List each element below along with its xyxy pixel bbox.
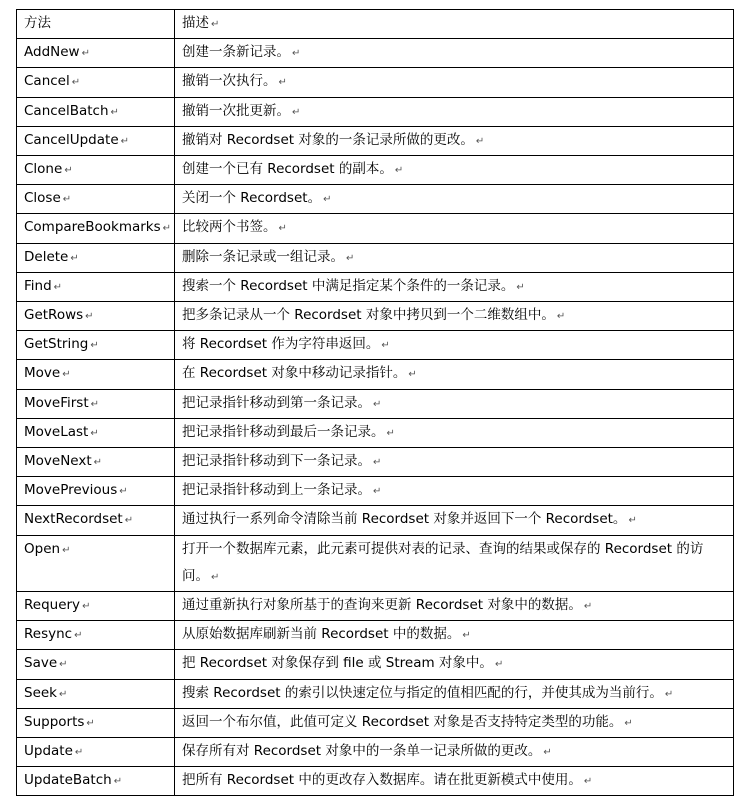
description-cell bbox=[175, 650, 734, 679]
recordset-methods-table bbox=[16, 9, 734, 796]
method-description: 撤销一次批更新。 bbox=[182, 102, 290, 119]
paragraph-mark-icon: ↵ bbox=[628, 515, 637, 527]
description-cell bbox=[175, 243, 734, 272]
method-description: 从原始数据库刷新当前 Recordset 中的数据。 bbox=[182, 626, 461, 643]
description-cell bbox=[175, 418, 734, 447]
method-name: Update bbox=[24, 743, 73, 760]
description-cell bbox=[175, 331, 734, 360]
paragraph-mark-icon: ↵ bbox=[120, 135, 130, 147]
description-cell bbox=[175, 97, 734, 126]
method-cell bbox=[17, 418, 175, 447]
table-row bbox=[17, 302, 734, 331]
method-cell bbox=[17, 302, 175, 331]
method-name: MoveFirst bbox=[24, 394, 89, 411]
paragraph-mark-icon: ↵ bbox=[292, 48, 301, 60]
paragraph-mark-icon: ↵ bbox=[53, 281, 63, 293]
table-row bbox=[17, 331, 734, 360]
description-cell bbox=[175, 360, 734, 389]
paragraph-mark-icon: ↵ bbox=[494, 659, 504, 671]
paragraph-mark-icon: ↵ bbox=[583, 776, 593, 788]
paragraph-mark-icon: ↵ bbox=[74, 747, 84, 759]
method-description: 撤销一次执行。 bbox=[182, 73, 277, 90]
description-cell bbox=[175, 302, 734, 331]
table-row bbox=[17, 272, 734, 301]
description-cell bbox=[175, 185, 734, 214]
method-cell bbox=[17, 389, 175, 418]
table-row bbox=[17, 679, 734, 708]
paragraph-mark-icon: ↵ bbox=[292, 106, 301, 118]
method-cell bbox=[17, 360, 175, 389]
paragraph-mark-icon: ↵ bbox=[59, 688, 68, 700]
method-cell bbox=[17, 506, 175, 535]
paragraph-mark-icon: ↵ bbox=[516, 281, 525, 293]
method-name: NextRecordset bbox=[24, 511, 123, 528]
method-name: Find bbox=[24, 277, 52, 294]
header-description: 描述 bbox=[182, 15, 209, 31]
description-cell bbox=[175, 679, 734, 708]
method-description: 通过重新执行对象所基于的查询来更新 Recordset 对象中的数据。 bbox=[182, 597, 582, 614]
description-cell bbox=[175, 477, 734, 506]
description-cell bbox=[175, 214, 734, 243]
method-name: CancelBatch bbox=[24, 102, 109, 119]
paragraph-mark-icon: ↵ bbox=[386, 427, 395, 439]
method-description: 在 Recordset 对象中移动记录指针。 bbox=[182, 365, 407, 382]
method-description: 返回一个布尔值，此值可定义 Recordset 对象是否支持特定类型的功能。 bbox=[182, 713, 623, 730]
table-header-row bbox=[17, 10, 734, 39]
description-cell bbox=[175, 126, 734, 155]
method-description: 打开一个数据库元素，此元素可提供对表的记录、查询的结果或保存的 Recordset 的访问。 bbox=[182, 540, 704, 584]
method-cell bbox=[17, 97, 175, 126]
method-cell bbox=[17, 767, 175, 796]
table-row bbox=[17, 767, 734, 796]
paragraph-mark-icon: ↵ bbox=[373, 457, 382, 469]
method-cell bbox=[17, 214, 175, 243]
table-row bbox=[17, 389, 734, 418]
paragraph-mark-icon: ↵ bbox=[278, 223, 287, 235]
method-cell bbox=[17, 185, 175, 214]
paragraph-mark-icon: ↵ bbox=[59, 659, 68, 671]
method-name: GetString bbox=[24, 336, 89, 353]
paragraph-mark-icon: ↵ bbox=[475, 135, 485, 147]
method-cell bbox=[17, 477, 175, 506]
method-name: Requery bbox=[24, 597, 81, 614]
table-row bbox=[17, 97, 734, 126]
method-name: Close bbox=[24, 190, 61, 207]
method-cell bbox=[17, 156, 175, 185]
paragraph-mark-icon: ↵ bbox=[124, 515, 134, 527]
method-cell bbox=[17, 331, 175, 360]
method-cell bbox=[17, 448, 175, 477]
paragraph-mark-icon: ↵ bbox=[62, 369, 71, 381]
paragraph-mark-icon: ↵ bbox=[85, 311, 94, 323]
table-row bbox=[17, 650, 734, 679]
method-cell bbox=[17, 592, 175, 621]
description-cell bbox=[175, 708, 734, 737]
table-row bbox=[17, 418, 734, 447]
paragraph-mark-icon: ↵ bbox=[86, 717, 95, 729]
description-cell bbox=[175, 535, 734, 591]
method-name: Save bbox=[24, 655, 58, 672]
method-name: Cancel bbox=[24, 73, 70, 90]
paragraph-mark-icon: ↵ bbox=[346, 252, 355, 264]
method-description: 把记录指针移动到第一条记录。 bbox=[182, 394, 371, 411]
method-cell bbox=[17, 738, 175, 767]
method-description: 把记录指针移动到最后一条记录。 bbox=[182, 423, 385, 440]
method-name: MoveNext bbox=[24, 453, 92, 470]
method-cell bbox=[17, 650, 175, 679]
table-body bbox=[17, 10, 734, 796]
description-cell bbox=[175, 592, 734, 621]
method-description: 通过执行一系列命令清除当前 Recordset 对象并返回下一个 Recordset。 bbox=[182, 511, 627, 528]
method-description: 把多条记录从一个 Recordset 对象中拷贝到一个二维数组中。 bbox=[182, 307, 555, 324]
paragraph-mark-icon: ↵ bbox=[664, 688, 674, 700]
table-row bbox=[17, 68, 734, 97]
table-row bbox=[17, 39, 734, 68]
paragraph-mark-icon: ↵ bbox=[62, 194, 72, 206]
method-name: Move bbox=[24, 365, 61, 382]
method-description: 创建一个已有 Recordset 的副本。 bbox=[182, 161, 393, 178]
paragraph-mark-icon: ↵ bbox=[119, 486, 128, 498]
table-row bbox=[17, 535, 734, 591]
paragraph-mark-icon: ↵ bbox=[90, 427, 99, 439]
method-cell bbox=[17, 39, 175, 68]
paragraph-mark-icon: ↵ bbox=[543, 747, 552, 759]
paragraph-mark-icon: ↵ bbox=[93, 457, 103, 469]
description-cell bbox=[175, 272, 734, 301]
method-cell bbox=[17, 621, 175, 650]
description-cell bbox=[175, 156, 734, 185]
method-cell bbox=[17, 708, 175, 737]
table-row bbox=[17, 448, 734, 477]
description-cell bbox=[175, 39, 734, 68]
paragraph-mark-icon: ↵ bbox=[381, 340, 390, 352]
table-row bbox=[17, 621, 734, 650]
method-name: Supports bbox=[24, 713, 85, 730]
paragraph-mark-icon: ↵ bbox=[556, 311, 566, 323]
method-name: UpdateBatch bbox=[24, 772, 112, 789]
paragraph-mark-icon: ↵ bbox=[110, 106, 119, 118]
method-name: Clone bbox=[24, 161, 63, 178]
header-description-cell bbox=[175, 10, 734, 39]
table-row bbox=[17, 156, 734, 185]
paragraph-mark-icon: ↵ bbox=[162, 223, 172, 235]
paragraph-mark-icon: ↵ bbox=[624, 717, 633, 729]
method-cell bbox=[17, 68, 175, 97]
table-row bbox=[17, 738, 734, 767]
paragraph-mark-icon: ↵ bbox=[394, 165, 404, 177]
paragraph-mark-icon: ↵ bbox=[211, 19, 220, 30]
paragraph-mark-icon: ↵ bbox=[62, 544, 71, 556]
table-row bbox=[17, 126, 734, 155]
paragraph-mark-icon: ↵ bbox=[74, 630, 83, 642]
method-description: 关闭一个 Recordset。 bbox=[182, 190, 322, 207]
description-cell bbox=[175, 389, 734, 418]
paragraph-mark-icon: ↵ bbox=[408, 369, 417, 381]
paragraph-mark-icon: ↵ bbox=[71, 77, 81, 89]
table-row bbox=[17, 477, 734, 506]
table-row bbox=[17, 185, 734, 214]
method-description: 比较两个书签。 bbox=[182, 219, 277, 236]
table-row bbox=[17, 708, 734, 737]
paragraph-mark-icon: ↵ bbox=[90, 340, 99, 352]
paragraph-mark-icon: ↵ bbox=[70, 252, 79, 264]
method-cell bbox=[17, 535, 175, 591]
paragraph-mark-icon: ↵ bbox=[64, 165, 73, 177]
method-name: CompareBookmarks bbox=[24, 219, 161, 236]
paragraph-mark-icon: ↵ bbox=[583, 601, 593, 613]
method-description: 把记录指针移动到下一条记录。 bbox=[182, 453, 371, 470]
method-description: 创建一条新记录。 bbox=[182, 44, 290, 61]
method-name: MovePrevious bbox=[24, 482, 118, 499]
method-description: 把 Recordset 对象保存到 file 或 Stream 对象中。 bbox=[182, 655, 493, 672]
method-cell bbox=[17, 679, 175, 708]
method-name: Delete bbox=[24, 248, 69, 265]
method-description: 搜索一个 Recordset 中满足指定某个条件的一条记录。 bbox=[182, 277, 515, 294]
description-cell bbox=[175, 621, 734, 650]
table-row bbox=[17, 592, 734, 621]
paragraph-mark-icon: ↵ bbox=[373, 486, 382, 498]
header-method-cell bbox=[17, 10, 175, 39]
method-description: 撤销对 Recordset 对象的一条记录所做的更改。 bbox=[182, 131, 474, 148]
paragraph-mark-icon: ↵ bbox=[113, 776, 123, 788]
method-description: 删除一条记录或一组记录。 bbox=[182, 248, 344, 265]
method-description: 把记录指针移动到上一条记录。 bbox=[182, 482, 371, 499]
paragraph-mark-icon: ↵ bbox=[90, 398, 100, 410]
method-cell bbox=[17, 126, 175, 155]
paragraph-mark-icon: ↵ bbox=[462, 630, 471, 642]
method-name: Seek bbox=[24, 684, 57, 701]
method-cell bbox=[17, 272, 175, 301]
paragraph-mark-icon: ↵ bbox=[323, 194, 332, 206]
description-cell bbox=[175, 767, 734, 796]
paragraph-mark-icon: ↵ bbox=[82, 601, 91, 613]
method-name: Resync bbox=[24, 626, 73, 643]
method-name: GetRows bbox=[24, 307, 84, 324]
method-description: 保存所有对 Recordset 对象中的一条单一记录所做的更改。 bbox=[182, 743, 542, 760]
description-cell bbox=[175, 506, 734, 535]
method-description: 将 Recordset 作为字符串返回。 bbox=[182, 336, 380, 353]
paragraph-mark-icon: ↵ bbox=[278, 77, 287, 89]
method-description: 把所有 Recordset 中的更改存入数据库。请在批更新模式中使用。 bbox=[182, 772, 582, 789]
paragraph-mark-icon: ↵ bbox=[211, 571, 220, 583]
paragraph-mark-icon: ↵ bbox=[373, 398, 382, 410]
description-cell bbox=[175, 68, 734, 97]
method-description: 搜索 Recordset 的索引以快速定位与指定的值相匹配的行，并使其成为当前行。 bbox=[182, 684, 663, 701]
header-method: 方法 bbox=[24, 15, 51, 31]
method-name: MoveLast bbox=[24, 423, 89, 440]
paragraph-mark-icon: ↵ bbox=[81, 48, 90, 60]
method-name: AddNew bbox=[24, 44, 80, 61]
table-row bbox=[17, 360, 734, 389]
description-cell bbox=[175, 738, 734, 767]
method-name: CancelUpdate bbox=[24, 131, 119, 148]
method-cell bbox=[17, 243, 175, 272]
description-cell bbox=[175, 448, 734, 477]
table-row bbox=[17, 243, 734, 272]
table-row bbox=[17, 506, 734, 535]
method-name: Open bbox=[24, 540, 61, 557]
table-row bbox=[17, 214, 734, 243]
